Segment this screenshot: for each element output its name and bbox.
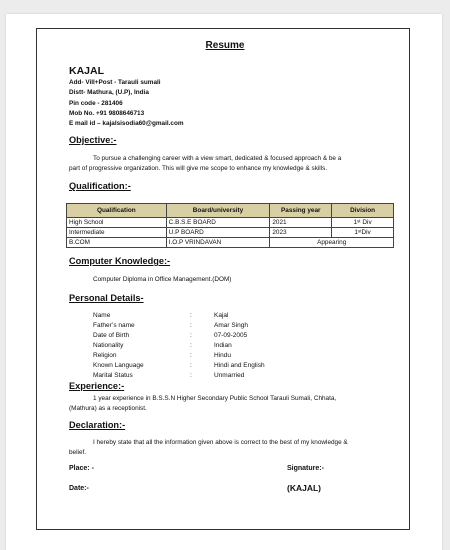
table-cell: U.P BOARD — [166, 228, 270, 238]
experience-heading: Experience:- — [69, 381, 125, 391]
detail-value: Unmarried — [214, 372, 245, 379]
computer-knowledge-text: Computer Diploma in Office Management.(DOM) — [93, 276, 232, 283]
declaration-text-line2: belief. — [69, 449, 87, 456]
table-cell: 1ˢᵗ Div — [332, 218, 394, 228]
district-line: Distt- Mathura, (U.P), India — [69, 89, 149, 97]
objective-heading: Objective:- — [69, 135, 117, 145]
declaration-heading: Declaration:- — [69, 420, 126, 430]
signature-label: Signature:- — [287, 465, 324, 472]
column-header: Passing year — [270, 204, 332, 218]
table-cell: I.O.P VRINDAVAN — [166, 238, 270, 248]
detail-label: Date of Birth — [93, 332, 130, 339]
detail-colon: : — [190, 362, 192, 369]
address-line: Add- Vill+Post - Tarauli sumali — [69, 79, 161, 86]
detail-colon: : — [190, 312, 192, 319]
detail-value: Hindi and English — [214, 362, 265, 369]
declaration-text-line1: I hereby state that all the information given above is correct to the best of my knowledge & — [93, 439, 348, 446]
signature-name: (KAJAL) — [287, 483, 321, 493]
objective-text-line1: To pursue a challenging career with a view smart, dedicated & focused approach & be a — [93, 155, 342, 162]
detail-label: Known Language — [93, 362, 144, 369]
table-cell: C.B.S.E BOARD — [166, 218, 270, 228]
email-line: E mail id – kajalsisodia60@gmail.com — [69, 120, 184, 128]
mobile-line: Mob No. +91 9808646713 — [69, 109, 145, 117]
table-cell: High School — [67, 218, 167, 228]
column-header: Board/university — [166, 204, 270, 218]
detail-label: Nationality — [93, 342, 124, 349]
table-header-row — [67, 204, 394, 218]
date-label: Date:- — [69, 485, 89, 492]
detail-label: Father’s name — [93, 322, 135, 329]
table-cell: Intermediate — [67, 228, 167, 238]
table-cell: 2023 — [270, 228, 332, 238]
place-label: Place: - — [69, 465, 94, 472]
column-header: Qualification — [67, 204, 167, 218]
table-row — [67, 238, 394, 248]
detail-value: Kajal — [214, 312, 229, 319]
resume-title: Resume — [205, 40, 245, 51]
table-row — [67, 228, 394, 238]
candidate-name: KAJAL — [69, 65, 105, 77]
table-cell: Appearing — [270, 238, 394, 248]
table-row — [67, 218, 394, 228]
detail-value: Hindu — [214, 352, 231, 359]
detail-label: Religion — [93, 352, 117, 359]
table-cell: 2021 — [270, 218, 332, 228]
detail-colon: : — [190, 372, 192, 379]
detail-value: Amar Singh — [214, 322, 248, 329]
detail-value: Indian — [214, 342, 232, 349]
qualification-heading: Qualification:- — [69, 181, 131, 191]
detail-value: 07-09-2005 — [214, 332, 248, 339]
table-cell: B.COM — [67, 238, 167, 248]
computer-knowledge-heading: Computer Knowledge:- — [69, 256, 171, 266]
detail-label: Name — [93, 312, 111, 319]
pin-code-line: Pin code - 281406 — [69, 99, 123, 107]
objective-text-line2: part of progressive organization. This will give me scope to enhance my knowledge & skills. — [69, 165, 328, 172]
table-cell: 1ˢᵗDiv — [332, 228, 394, 238]
detail-colon: : — [190, 342, 192, 349]
experience-text-line1: 1 year experience in B.S.S.N Higher Secondary Public School Tarauli Sumali, Chhata, — [93, 395, 337, 402]
detail-label: Marital Status — [93, 372, 133, 379]
qualification-table — [66, 203, 394, 248]
personal-details-heading: Personal Details- — [69, 293, 144, 303]
detail-colon: : — [190, 332, 192, 339]
contact-block — [69, 78, 184, 129]
column-header: Division — [332, 204, 394, 218]
experience-text-line2: (Mathura) as a receptionist. — [69, 405, 147, 412]
detail-colon: : — [190, 352, 192, 359]
detail-colon: : — [190, 322, 192, 329]
